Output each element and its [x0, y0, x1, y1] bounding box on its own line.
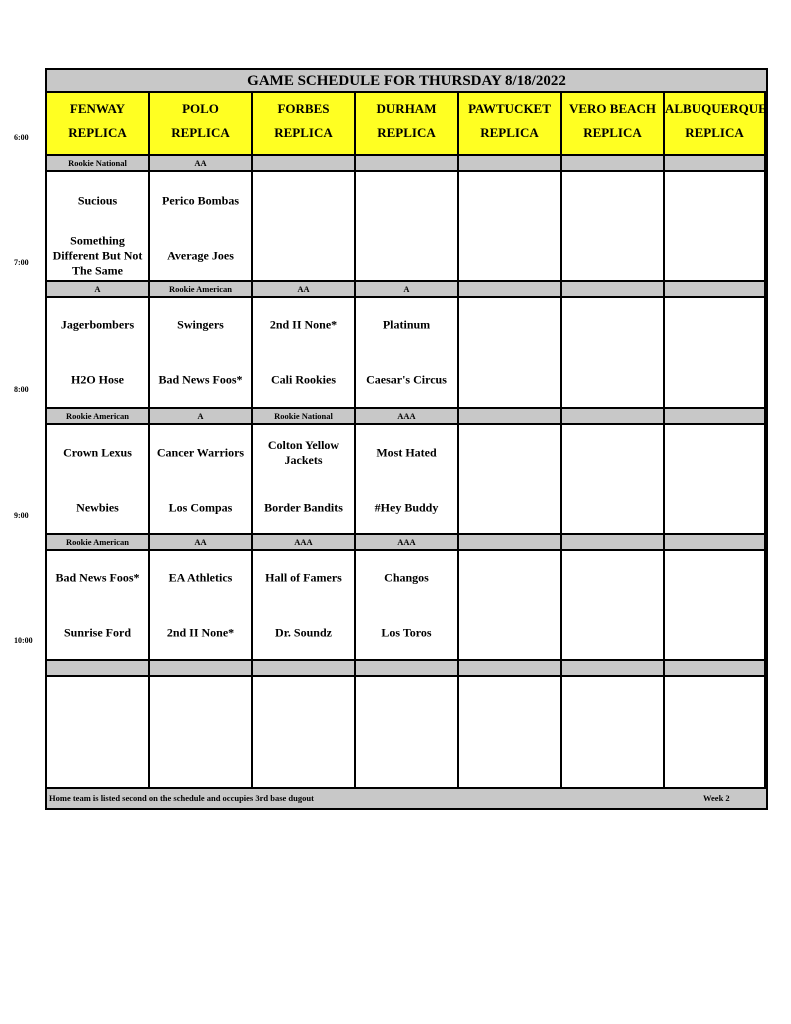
- time-label: 6:00: [14, 133, 29, 142]
- footer-bar: [47, 789, 766, 808]
- division-label: A: [47, 282, 150, 298]
- field-name: FORBES: [277, 101, 330, 116]
- home-team: Los Toros: [381, 625, 432, 640]
- division-label: [459, 282, 562, 298]
- game-cell: [459, 172, 562, 282]
- home-team: Average Joes: [167, 248, 234, 263]
- game-cell: [459, 677, 562, 789]
- division-label: AA: [150, 535, 253, 551]
- away-team: Changos: [384, 570, 429, 585]
- away-team: Hall of Famers: [265, 570, 342, 585]
- field-header-4: [459, 93, 562, 156]
- schedule-title: GAME SCHEDULE FOR THURSDAY 8/18/2022: [47, 70, 766, 93]
- division-label: A: [150, 409, 253, 425]
- game-cell: [356, 298, 459, 409]
- game-cell: [47, 551, 150, 661]
- game-cell: [150, 551, 253, 661]
- home-team: Cali Rookies: [270, 372, 336, 387]
- game-cell: [562, 425, 665, 535]
- division-label: [562, 535, 665, 551]
- division-label: [253, 156, 356, 172]
- division-label: Rookie National: [47, 156, 150, 172]
- game-cell: [253, 551, 356, 661]
- game-cell: [459, 298, 562, 409]
- game-cell: [253, 677, 356, 789]
- field-header-0: [47, 93, 150, 156]
- game-cell: [47, 298, 150, 409]
- away-team: Crown Lexus: [63, 445, 132, 460]
- division-label: [562, 409, 665, 425]
- division-label: Rookie American: [150, 282, 253, 298]
- time-label: 7:00: [14, 258, 29, 267]
- game-cell: [459, 425, 562, 535]
- field-subtitle: REPLICA: [583, 125, 642, 140]
- game-cell: [150, 425, 253, 535]
- division-label: [665, 282, 766, 298]
- division-label: [562, 661, 665, 677]
- home-team: Sunrise Ford: [63, 625, 131, 640]
- home-team: Something Different But Not The Same: [52, 233, 143, 278]
- division-label: Rookie American: [47, 409, 150, 425]
- home-team: Dr. Soundz: [275, 625, 332, 640]
- division-label: [665, 409, 766, 425]
- time-label: 9:00: [14, 511, 29, 520]
- game-cell: [665, 172, 766, 282]
- home-team-note: Home team is listed second on the schedule and occupies 3rd base dugout: [49, 793, 314, 803]
- home-team: Border Bandits: [264, 500, 343, 515]
- away-team: Sucious: [77, 193, 118, 208]
- division-label: [150, 661, 253, 677]
- division-label: [459, 661, 562, 677]
- field-name: DURHAM: [376, 101, 437, 116]
- division-label: AA: [253, 282, 356, 298]
- game-cell: [150, 677, 253, 789]
- game-cell: [356, 172, 459, 282]
- away-team: Most Hated: [376, 445, 437, 460]
- home-team: Caesar's Circus: [366, 372, 447, 387]
- field-name: POLO: [182, 101, 219, 116]
- game-cell: [356, 677, 459, 789]
- field-name: PAWTUCKET: [468, 101, 551, 116]
- away-team: Jagerbombers: [60, 317, 135, 332]
- game-cell: [562, 551, 665, 661]
- division-label: [459, 156, 562, 172]
- game-cell: [665, 298, 766, 409]
- away-team: Platinum: [382, 317, 431, 332]
- away-team: EA Athletics: [168, 570, 233, 585]
- week-label: Week 2: [703, 793, 730, 803]
- division-label: [47, 661, 150, 677]
- division-label: Rookie American: [47, 535, 150, 551]
- division-label: [665, 661, 766, 677]
- game-cell: [253, 172, 356, 282]
- division-label: Rookie National: [253, 409, 356, 425]
- game-cell: [150, 172, 253, 282]
- field-subtitle: REPLICA: [685, 125, 744, 140]
- division-label: [459, 409, 562, 425]
- division-label: AAA: [356, 409, 459, 425]
- field-name: VERO BEACH: [568, 101, 657, 116]
- division-label: AAA: [356, 535, 459, 551]
- field-subtitle: REPLICA: [171, 125, 230, 140]
- field-subtitle: REPLICA: [68, 125, 127, 140]
- game-cell: [356, 425, 459, 535]
- field-name: FENWAY: [69, 101, 126, 116]
- game-cell: [665, 677, 766, 789]
- game-cell: [253, 298, 356, 409]
- game-cell: [562, 298, 665, 409]
- division-label: [665, 535, 766, 551]
- game-cell: [665, 551, 766, 661]
- field-subtitle: REPLICA: [377, 125, 436, 140]
- field-header-5: [562, 93, 665, 156]
- schedule-table: [45, 68, 768, 810]
- game-cell: [150, 298, 253, 409]
- game-cell: [47, 677, 150, 789]
- game-cell: [253, 425, 356, 535]
- division-label: [562, 282, 665, 298]
- division-label: [459, 535, 562, 551]
- away-team: Colton Yellow Jackets: [267, 438, 340, 467]
- game-cell: [562, 172, 665, 282]
- time-label: 8:00: [14, 385, 29, 394]
- home-team: H2O Hose: [71, 372, 124, 387]
- division-label: A: [356, 282, 459, 298]
- game-cell: [562, 677, 665, 789]
- field-subtitle: REPLICA: [480, 125, 539, 140]
- division-label: AA: [150, 156, 253, 172]
- game-cell: [356, 551, 459, 661]
- home-team: 2nd II None*: [166, 625, 235, 640]
- game-cell: [47, 425, 150, 535]
- away-team: Swingers: [177, 317, 224, 332]
- field-subtitle: REPLICA: [274, 125, 333, 140]
- division-label: [253, 661, 356, 677]
- field-header-1: [150, 93, 253, 156]
- game-cell: [47, 172, 150, 282]
- home-team: Bad News Foos*: [158, 372, 243, 387]
- field-name: ALBUQUERQUE: [665, 101, 767, 116]
- division-label: [665, 156, 766, 172]
- field-header-2: [253, 93, 356, 156]
- field-header-3: [356, 93, 459, 156]
- away-team: Bad News Foos*: [55, 570, 140, 585]
- away-team: Perico Bombas: [162, 193, 239, 208]
- home-team: Los Compas: [168, 500, 233, 515]
- division-label: AAA: [253, 535, 356, 551]
- away-team: Cancer Warriors: [156, 445, 245, 460]
- game-cell: [459, 551, 562, 661]
- division-label: [356, 156, 459, 172]
- division-label: [356, 661, 459, 677]
- home-team: #Hey Buddy: [374, 500, 439, 515]
- division-label: [562, 156, 665, 172]
- away-team: 2nd II None*: [269, 317, 338, 332]
- field-header-6: [665, 93, 766, 156]
- game-cell: [665, 425, 766, 535]
- time-label: 10:00: [14, 636, 33, 645]
- home-team: Newbies: [76, 500, 119, 515]
